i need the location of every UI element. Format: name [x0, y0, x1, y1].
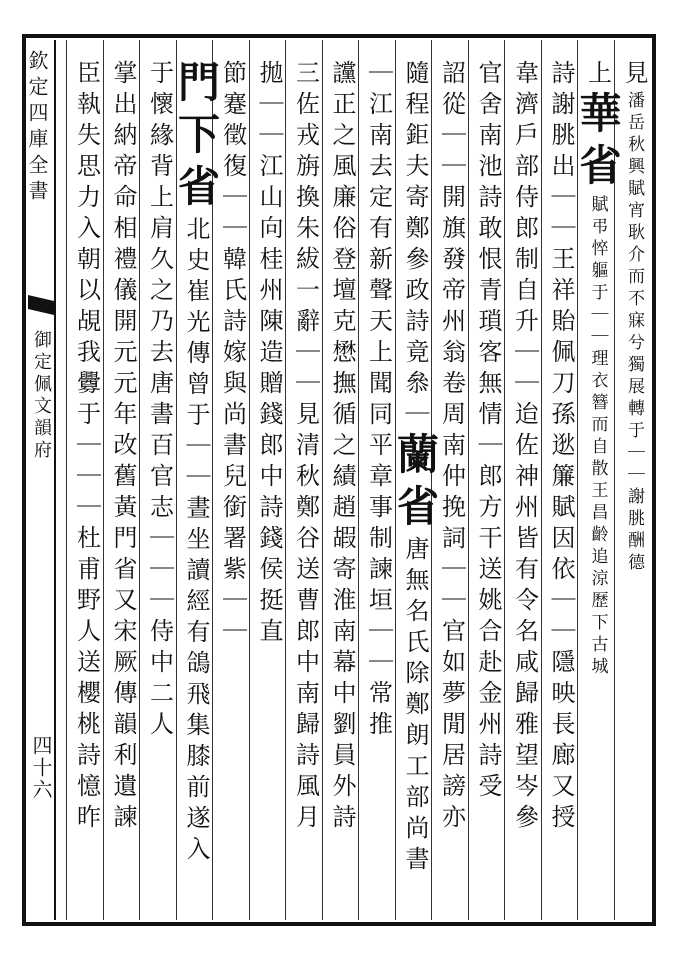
column-text: 于懷緣背上肩久之乃去唐書百官志｜｜｜侍中二人: [145, 60, 174, 742]
column-text: 唐無名氏除鄭朗工部尚書: [401, 536, 429, 877]
column-text: 詩謝朓出｜｜王祥貽佩刀孫逖簾賦因依｜｜隱映長廊又授: [547, 60, 575, 835]
column-rule: [66, 40, 67, 920]
text-column: [325, 60, 358, 920]
text-column: [507, 60, 540, 920]
entry-heading: 門下省: [172, 60, 221, 216]
text-column: [69, 60, 102, 920]
column-text: 讜正之風廉俗登壇克懋撫循之績趙嘏寄淮南幕中劉員外詩: [328, 60, 356, 835]
text-column: [391, 60, 440, 920]
column-rule: [504, 40, 505, 920]
column-text: 上: [583, 60, 612, 91]
text-column: [361, 60, 394, 920]
text-column: [288, 60, 321, 920]
text-column: [252, 60, 285, 920]
column-text: 同平章事制諫垣｜｜常推: [364, 401, 393, 742]
column-text: 掌出納帝命相禮儀開元元年改舊黃門省又宋厥傳韻利遺諫: [109, 60, 137, 835]
column-rule: [285, 40, 286, 920]
text-column: [573, 60, 623, 920]
column-text: 韋濟戶部侍郎制自升｜｜迨佐神州皆有令名咸歸雅望岑參: [510, 60, 539, 835]
book-title: 欽定四庫全書: [25, 50, 49, 206]
column-text: ｜江南去定有新聲天上聞: [364, 60, 393, 401]
column-text: 臣執失思力入朝以覘我釁于｜｜｜杜甫野人送櫻桃詩憶昨: [72, 60, 101, 835]
column-text: 節蹇徵復｜｜韓氏詩嫁與尚書兒銜署紫｜｜: [218, 60, 247, 649]
volume-title: 御定佩文韻府: [31, 330, 52, 462]
column-text: 詔從｜｜開旗發帝州翁卷周南仲挽詞｜｜官如夢閒居謗亦: [437, 60, 466, 835]
text-column: [172, 60, 221, 920]
column-rule: [322, 40, 323, 920]
text-column: [142, 60, 175, 920]
column-rule: [541, 40, 542, 920]
entry-heading: 華省: [573, 91, 623, 195]
column-rule: [249, 40, 250, 920]
text-column: [106, 60, 139, 920]
column-text: 隨程鉅夫寄鄭參政詩竟叅｜: [401, 60, 429, 432]
page-number: 四十六: [29, 735, 53, 801]
entry-heading: 蘭省: [391, 432, 440, 536]
column-text: 潘岳秋興賦宵耿介而不寐兮獨展轉于｜｜謝朓酬德: [624, 91, 644, 575]
column-text: 三佐戎旃換朱紱一辭｜｜見清秋鄭谷送曹郎中南歸詩風月: [291, 60, 320, 835]
column-rule: [358, 40, 359, 920]
column-text: 見: [620, 60, 648, 91]
text-column: [544, 60, 577, 920]
column-text: 北史崔光傳曾于｜｜晝坐讀經有鴿飛集膝前遂入: [182, 216, 210, 867]
column-text: 賦弔悴軀于｜｜理衣簪而自散王昌齡追涼歷下古城: [587, 195, 608, 679]
column-rule: [139, 40, 140, 920]
column-rule: [103, 40, 104, 920]
column-text: 拋｜｜江山向桂州陳造贈錢郎中詩錢侯挺直: [255, 60, 283, 649]
text-column: [471, 60, 504, 920]
column-text: 官舍南池詩敢恨青瑣客無情｜郎方干送姚合赴金州詩受: [474, 60, 502, 804]
column-rule: [468, 40, 469, 920]
